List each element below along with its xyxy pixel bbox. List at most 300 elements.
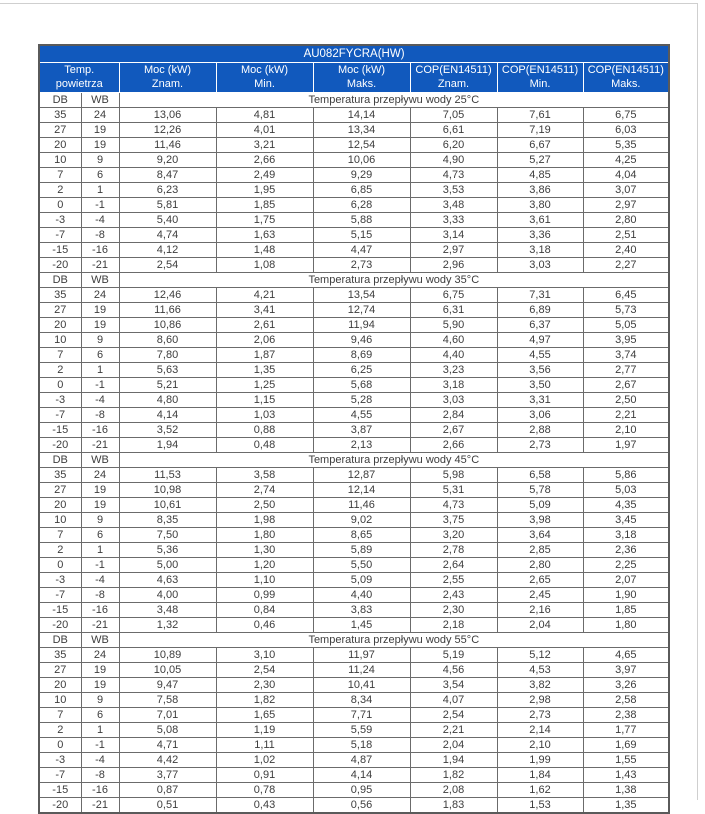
- performance-table: [38, 44, 670, 814]
- column-header-line1: COP(EN14511): [501, 64, 579, 76]
- cell: 0,43: [216, 798, 313, 814]
- table-row: [39, 513, 669, 528]
- cell: 2,18: [410, 618, 497, 633]
- cell: 5,08: [119, 723, 216, 738]
- cell: 6,45: [583, 288, 669, 303]
- table-row: [39, 183, 669, 198]
- cell: 5,21: [119, 378, 216, 393]
- cell: -4: [81, 393, 119, 408]
- cell: -7: [39, 228, 81, 243]
- cell: 2,97: [583, 198, 669, 213]
- cell: 9,20: [119, 153, 216, 168]
- cell: -21: [81, 258, 119, 273]
- sub-header-db: DB: [39, 633, 81, 648]
- cell: -15: [39, 603, 81, 618]
- cell: 10,98: [119, 483, 216, 498]
- table-row: [39, 318, 669, 333]
- cell: 1,87: [216, 348, 313, 363]
- cell: 2,54: [216, 663, 313, 678]
- column-header-line1: Moc (kW): [337, 64, 386, 76]
- cell: 2: [39, 183, 81, 198]
- cell: 1,32: [119, 618, 216, 633]
- sub-header-db: DB: [39, 273, 81, 288]
- cell: 8,34: [313, 693, 410, 708]
- cell: 5,05: [583, 318, 669, 333]
- cell: 8,65: [313, 528, 410, 543]
- cell: 2,13: [313, 438, 410, 453]
- column-header-line2: Min.: [254, 77, 275, 90]
- cell: 1,38: [583, 783, 669, 798]
- cell: 27: [39, 663, 81, 678]
- cell: 27: [39, 303, 81, 318]
- cell: 2,73: [497, 438, 583, 453]
- cell: 10,05: [119, 663, 216, 678]
- cell: 5,03: [583, 483, 669, 498]
- cell: 3,06: [497, 408, 583, 423]
- cell: 3,03: [497, 258, 583, 273]
- cell: 3,26: [583, 678, 669, 693]
- section-header-row: [39, 273, 669, 288]
- table-row: [39, 378, 669, 393]
- cell: 6,89: [497, 303, 583, 318]
- table-row: [39, 438, 669, 453]
- cell: 2,55: [410, 573, 497, 588]
- cell: 5,73: [583, 303, 669, 318]
- cell: 4,40: [410, 348, 497, 363]
- cell: 0,84: [216, 603, 313, 618]
- cell: -20: [39, 438, 81, 453]
- cell: 2,66: [410, 438, 497, 453]
- cell: 3,77: [119, 768, 216, 783]
- cell: 1,98: [216, 513, 313, 528]
- table-row: [39, 228, 669, 243]
- table-row: [39, 693, 669, 708]
- cell: 7,31: [497, 288, 583, 303]
- cell: 1: [81, 183, 119, 198]
- cell: 1,97: [583, 438, 669, 453]
- cell: 0,95: [313, 783, 410, 798]
- cell: 1,77: [583, 723, 669, 738]
- cell: -7: [39, 408, 81, 423]
- cell: 8,60: [119, 333, 216, 348]
- cell: 4,55: [497, 348, 583, 363]
- cell: 6,03: [583, 123, 669, 138]
- cell: 0,99: [216, 588, 313, 603]
- cell: 4,25: [583, 153, 669, 168]
- sub-header-wb: WB: [81, 273, 119, 288]
- cell: 1,62: [497, 783, 583, 798]
- cell: 1,19: [216, 723, 313, 738]
- cell: 4,90: [410, 153, 497, 168]
- cell: 13,54: [313, 288, 410, 303]
- cell: 4,55: [313, 408, 410, 423]
- cell: 12,26: [119, 123, 216, 138]
- cell: 5,09: [497, 498, 583, 513]
- cell: 10: [39, 333, 81, 348]
- cell: 4,63: [119, 573, 216, 588]
- cell: 1,82: [410, 768, 497, 783]
- cell: 8,69: [313, 348, 410, 363]
- sub-header-wb: WB: [81, 633, 119, 648]
- cell: 2,04: [497, 618, 583, 633]
- cell: 3,64: [497, 528, 583, 543]
- cell: 0,87: [119, 783, 216, 798]
- cell: 2,10: [497, 738, 583, 753]
- column-header-line2: Min.: [529, 77, 551, 90]
- cell: 7: [39, 348, 81, 363]
- cell: 10,86: [119, 318, 216, 333]
- cell: 3,97: [583, 663, 669, 678]
- cell: 3,20: [410, 528, 497, 543]
- cell: 4,35: [583, 498, 669, 513]
- cell: 1,25: [216, 378, 313, 393]
- cell: 7,01: [119, 708, 216, 723]
- cell: 12,87: [313, 468, 410, 483]
- cell: 6: [81, 708, 119, 723]
- cell: 9,47: [119, 678, 216, 693]
- table-row: [39, 423, 669, 438]
- cell: 4,04: [583, 168, 669, 183]
- cell: 3,33: [410, 213, 497, 228]
- cell: 24: [81, 108, 119, 123]
- table-row: [39, 753, 669, 768]
- cell: 8,35: [119, 513, 216, 528]
- cell: -8: [81, 228, 119, 243]
- cell: 2: [39, 543, 81, 558]
- table-row: [39, 723, 669, 738]
- cell: 1,90: [583, 588, 669, 603]
- cell: 0,46: [216, 618, 313, 633]
- section-title: Temperatura przepływu wody 45°C: [119, 453, 669, 468]
- cell: 1,02: [216, 753, 313, 768]
- cell: 20: [39, 318, 81, 333]
- cell: 1,94: [410, 753, 497, 768]
- table-row: [39, 363, 669, 378]
- table-row: [39, 108, 669, 123]
- cell: 35: [39, 108, 81, 123]
- cell: 4,07: [410, 693, 497, 708]
- cell: 1,63: [216, 228, 313, 243]
- cell: 6,67: [497, 138, 583, 153]
- cell: 4,73: [410, 498, 497, 513]
- table-row: [39, 678, 669, 693]
- cell: 1,95: [216, 183, 313, 198]
- cell: 35: [39, 648, 81, 663]
- cell: 2,73: [313, 258, 410, 273]
- cell: -3: [39, 213, 81, 228]
- cell: -20: [39, 618, 81, 633]
- table-row: [39, 258, 669, 273]
- cell: 12,74: [313, 303, 410, 318]
- cell: 27: [39, 123, 81, 138]
- cell: 10,89: [119, 648, 216, 663]
- cell: 7: [39, 528, 81, 543]
- column-header-line1: Moc (kW): [143, 64, 192, 76]
- cell: 6,25: [313, 363, 410, 378]
- cell: 2,67: [410, 423, 497, 438]
- cell: -1: [81, 198, 119, 213]
- cell: 5,59: [313, 723, 410, 738]
- sub-header-wb: WB: [81, 93, 119, 108]
- table-row: [39, 408, 669, 423]
- cell: 2,64: [410, 558, 497, 573]
- column-header-moc-maks: [313, 63, 410, 93]
- cell: 12,14: [313, 483, 410, 498]
- cell: 3,31: [497, 393, 583, 408]
- cell: 4,56: [410, 663, 497, 678]
- cell: 27: [39, 483, 81, 498]
- cell: -8: [81, 588, 119, 603]
- table-row: [39, 618, 669, 633]
- cell: 2,61: [216, 318, 313, 333]
- cell: -20: [39, 798, 81, 814]
- cell: 3,18: [410, 378, 497, 393]
- cell: 10: [39, 513, 81, 528]
- column-header-line2: Maks.: [346, 77, 377, 90]
- table-row: [39, 648, 669, 663]
- cell: 2,45: [497, 588, 583, 603]
- cell: 11,24: [313, 663, 410, 678]
- section-header-row: [39, 633, 669, 648]
- cell: 9,46: [313, 333, 410, 348]
- cell: 3,61: [497, 213, 583, 228]
- cell: -3: [39, 393, 81, 408]
- table-row: [39, 138, 669, 153]
- cell: 5,18: [313, 738, 410, 753]
- cell: 5,09: [313, 573, 410, 588]
- cell: 12,54: [313, 138, 410, 153]
- table-row: [39, 198, 669, 213]
- column-header-line1: COP(EN14511): [415, 64, 492, 76]
- cell: 7: [39, 168, 81, 183]
- section-title: Temperatura przepływu wody 35°C: [119, 273, 669, 288]
- cell: 24: [81, 648, 119, 663]
- cell: 6,61: [410, 123, 497, 138]
- cell: 1,20: [216, 558, 313, 573]
- cell: 7,80: [119, 348, 216, 363]
- cell: 2,51: [583, 228, 669, 243]
- cell: 2,27: [583, 258, 669, 273]
- cell: 4,53: [497, 663, 583, 678]
- cell: 1,84: [497, 768, 583, 783]
- cell: 5,00: [119, 558, 216, 573]
- cell: 5,40: [119, 213, 216, 228]
- cell: 1,80: [583, 618, 669, 633]
- cell: 1,35: [216, 363, 313, 378]
- cell: 7,05: [410, 108, 497, 123]
- section-header-row: [39, 93, 669, 108]
- cell: 5,50: [313, 558, 410, 573]
- cell: 2,21: [410, 723, 497, 738]
- cell: 3,23: [410, 363, 497, 378]
- cell: 3,95: [583, 333, 669, 348]
- cell: 19: [81, 123, 119, 138]
- column-header-line2: powietrza: [55, 77, 103, 90]
- cell: 3,75: [410, 513, 497, 528]
- cell: 9: [81, 333, 119, 348]
- column-header-row: [39, 63, 669, 93]
- cell: 5,35: [583, 138, 669, 153]
- cell: 2,88: [497, 423, 583, 438]
- cell: 0,51: [119, 798, 216, 814]
- cell: 2,50: [216, 498, 313, 513]
- table-row: [39, 588, 669, 603]
- cell: 3,07: [583, 183, 669, 198]
- cell: 11,66: [119, 303, 216, 318]
- cell: 13,06: [119, 108, 216, 123]
- table-row: [39, 663, 669, 678]
- table-row: [39, 213, 669, 228]
- column-header-line2: Maks.: [611, 77, 641, 90]
- section-title: Temperatura przepływu wody 25°C: [119, 93, 669, 108]
- cell: 8,47: [119, 168, 216, 183]
- cell: 35: [39, 288, 81, 303]
- cell: 1: [81, 723, 119, 738]
- cell: -7: [39, 768, 81, 783]
- column-header-line2: Znam.: [151, 77, 184, 90]
- cell: 2,65: [497, 573, 583, 588]
- cell: 1,43: [583, 768, 669, 783]
- cell: 3,83: [313, 603, 410, 618]
- cell: 2,16: [497, 603, 583, 618]
- cell: 4,21: [216, 288, 313, 303]
- cell: 2,77: [583, 363, 669, 378]
- cell: -15: [39, 783, 81, 798]
- cell: 4,87: [313, 753, 410, 768]
- table-row: [39, 543, 669, 558]
- cell: 2,54: [119, 258, 216, 273]
- column-header-cop-znam: [410, 63, 497, 93]
- cell: 0,56: [313, 798, 410, 814]
- cell: 0: [39, 378, 81, 393]
- cell: 0: [39, 558, 81, 573]
- cell: 2,54: [410, 708, 497, 723]
- cell: 1,35: [583, 798, 669, 814]
- cell: 3,87: [313, 423, 410, 438]
- cell: 6,20: [410, 138, 497, 153]
- table-row: [39, 738, 669, 753]
- cell: 4,97: [497, 333, 583, 348]
- cell: 3,48: [410, 198, 497, 213]
- cell: -1: [81, 378, 119, 393]
- cell: 1,82: [216, 693, 313, 708]
- cell: 6,75: [410, 288, 497, 303]
- table-row: [39, 483, 669, 498]
- table-row: [39, 393, 669, 408]
- cell: 2,74: [216, 483, 313, 498]
- cell: 12,46: [119, 288, 216, 303]
- cell: -16: [81, 603, 119, 618]
- cell: 5,28: [313, 393, 410, 408]
- cell: 19: [81, 663, 119, 678]
- cell: 5,19: [410, 648, 497, 663]
- cell: 1,80: [216, 528, 313, 543]
- cell: 14,14: [313, 108, 410, 123]
- cell: 0,48: [216, 438, 313, 453]
- cell: 1,45: [313, 618, 410, 633]
- cell: 0,91: [216, 768, 313, 783]
- cell: 1,94: [119, 438, 216, 453]
- cell: 2,97: [410, 243, 497, 258]
- cell: 3,54: [410, 678, 497, 693]
- cell: 2,98: [497, 693, 583, 708]
- cell: 2,38: [583, 708, 669, 723]
- cell: 2,50: [583, 393, 669, 408]
- cell: 19: [81, 303, 119, 318]
- cell: 2,96: [410, 258, 497, 273]
- cell: 2,40: [583, 243, 669, 258]
- cell: 7,61: [497, 108, 583, 123]
- cell: 2,21: [583, 408, 669, 423]
- cell: -15: [39, 423, 81, 438]
- cell: 2,08: [410, 783, 497, 798]
- cell: 1,10: [216, 573, 313, 588]
- table-title-row: [39, 45, 669, 63]
- cell: 3,53: [410, 183, 497, 198]
- cell: 2,25: [583, 558, 669, 573]
- cell: 6,75: [583, 108, 669, 123]
- cell: 5,88: [313, 213, 410, 228]
- cell: 4,14: [313, 768, 410, 783]
- cell: 1,85: [216, 198, 313, 213]
- cell: 3,14: [410, 228, 497, 243]
- cell: 20: [39, 498, 81, 513]
- cell: -15: [39, 243, 81, 258]
- cell: 3,52: [119, 423, 216, 438]
- page-top-divider: [0, 3, 698, 4]
- cell: 9: [81, 153, 119, 168]
- table-row: [39, 288, 669, 303]
- cell: 6,28: [313, 198, 410, 213]
- cell: 2,43: [410, 588, 497, 603]
- cell: 4,81: [216, 108, 313, 123]
- cell: 2,67: [583, 378, 669, 393]
- sub-header-db: DB: [39, 93, 81, 108]
- cell: 5,12: [497, 648, 583, 663]
- cell: 2,80: [583, 213, 669, 228]
- cell: -4: [81, 573, 119, 588]
- cell: 5,36: [119, 543, 216, 558]
- cell: -3: [39, 753, 81, 768]
- cell: 2,80: [497, 558, 583, 573]
- cell: -20: [39, 258, 81, 273]
- cell: 9: [81, 693, 119, 708]
- cell: -16: [81, 243, 119, 258]
- cell: -8: [81, 408, 119, 423]
- cell: 2,06: [216, 333, 313, 348]
- column-header-line2: Znam.: [437, 77, 470, 90]
- table-row: [39, 303, 669, 318]
- cell: 19: [81, 678, 119, 693]
- cell: 6: [81, 348, 119, 363]
- cell: 0: [39, 738, 81, 753]
- cell: 24: [81, 468, 119, 483]
- cell: 5,98: [410, 468, 497, 483]
- cell: 9,02: [313, 513, 410, 528]
- cell: 6,23: [119, 183, 216, 198]
- cell: 6: [81, 168, 119, 183]
- cell: 2,10: [583, 423, 669, 438]
- cell: -1: [81, 558, 119, 573]
- page-right-divider: [697, 3, 698, 800]
- table-row: [39, 603, 669, 618]
- table-row: [39, 498, 669, 513]
- cell: 4,65: [583, 648, 669, 663]
- cell: 1,30: [216, 543, 313, 558]
- cell: 5,63: [119, 363, 216, 378]
- cell: 5,15: [313, 228, 410, 243]
- cell: 1,08: [216, 258, 313, 273]
